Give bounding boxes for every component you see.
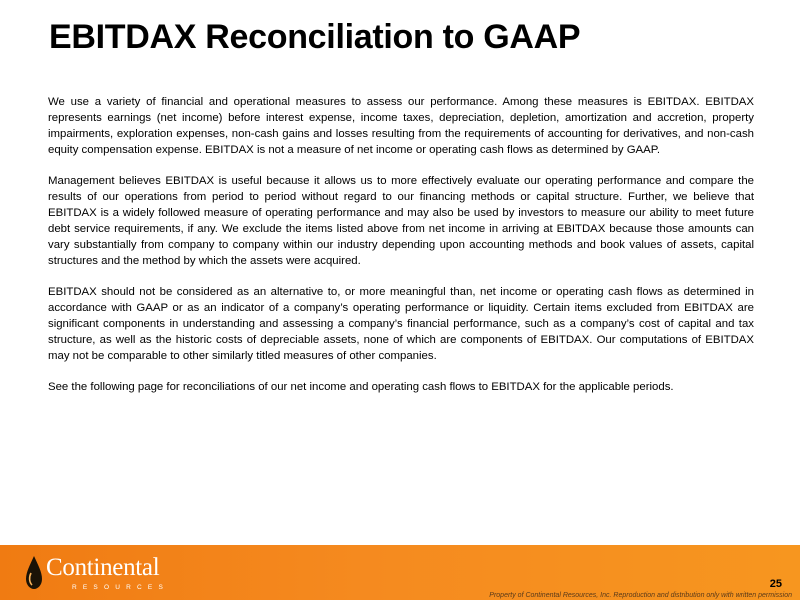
footer-bar bbox=[0, 545, 800, 600]
paragraph-limitations: EBITDAX should not be considered as an alternative to, or more meaningful than, net income or operating cash flows as determined in accordance with GAAP or as an indicator of a company’s operating performance or liquidity. Certain items excluded from EBITDAX are significant components in understanding and assessing a company’s financial performance, such as a company’s cost of capital and tax structure, as well as the historic costs of depreciable assets, none of which are components of EBITDAX. Our computations of EBITDAX may not be comparable to other similarly titled measures of other companies. bbox=[48, 286, 754, 362]
logo-wordmark: Continental bbox=[46, 554, 160, 581]
body-text bbox=[48, 94, 754, 410]
company-logo bbox=[20, 553, 190, 593]
copyright-notice: Property of Continental Resources, Inc. Reproduction and distribution only with written permission bbox=[489, 592, 792, 599]
oil-drop-icon bbox=[24, 555, 44, 591]
logo-subtitle: RESOURCES bbox=[72, 584, 169, 591]
page-title: EBITDAX Reconciliation to GAAP bbox=[49, 18, 581, 56]
paragraph-reference: See the following page for reconciliations of our net income and operating cash flows to EBITDAX for the applicable periods. bbox=[48, 381, 674, 393]
paragraph-usefulness: Management believes EBITDAX is useful because it allows us to more effectively evaluate our operating performance and compare the results of our operations from period to period without regard to our financing methods or capital structure. Further, we believe that EBITDAX is a widely followed measure of operating performance and may also be used by investors to measure our ability to meet future debt service requirements, if any. We exclude the items listed above from net income in arriving at EBITDAX because those amounts can vary substantially from company to company within our industry depending upon accounting methods and book values of assets, capital structures and the method by which the assets were acquired. bbox=[48, 175, 754, 267]
page-number: 25 bbox=[769, 578, 782, 590]
paragraph-definition: We use a variety of financial and operational measures to assess our performance. Among these measures is EBITDAX. EBITDAX represents earnings (net income) before interest expense, income taxes, depreciation, depletion, amortization and accretion, property impairments, exploration expenses, non-cash gains and losses resulting from the requirements of accounting for derivatives, and non-cash equity compensation expense. EBITDAX is not a measure of net income or operating cash flows as determined by GAAP. bbox=[48, 96, 754, 156]
